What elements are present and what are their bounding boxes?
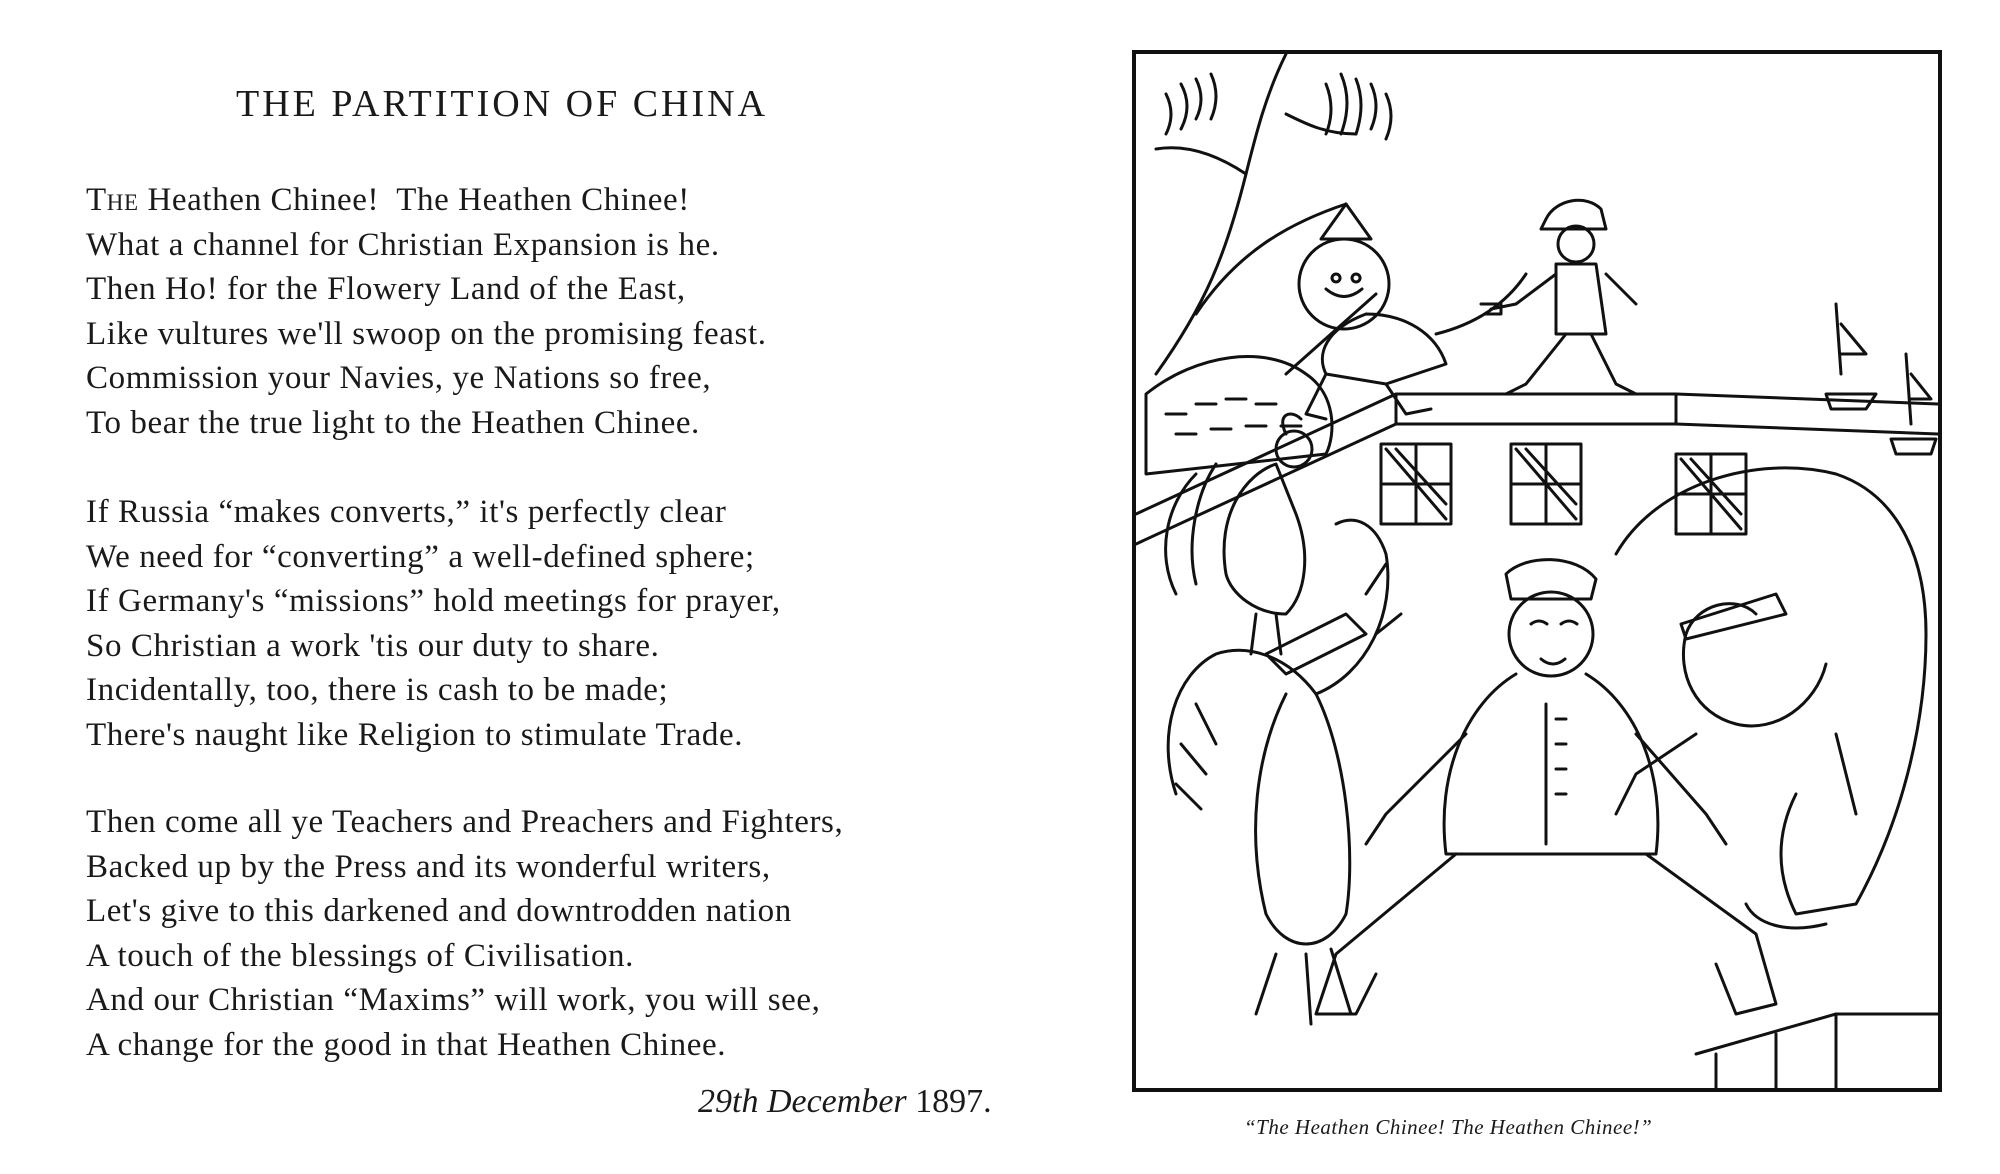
poem-title: THE PARTITION OF CHINA (236, 83, 769, 125)
poem-line: Backed up by the Press and its wonderful writers, (86, 848, 771, 885)
poem-line: Like vultures we'll swoop on the promising feast. (86, 315, 767, 352)
small-caps-word: The (86, 182, 139, 218)
cartoon-drawing (1136, 54, 1938, 1088)
stanza-3 (86, 800, 986, 1068)
lion-figure (1286, 204, 1526, 419)
poem-date (698, 1080, 992, 1124)
poem-line: There's naught like Religion to stimulate Trade. (86, 716, 744, 753)
date-day: 29th December (698, 1083, 907, 1120)
poem-line: To bear the true light to the Heathen Chinee. (86, 404, 700, 441)
poem-line: And our Christian “Maxims” will work, you will see, (86, 982, 821, 1019)
date-year: 1897. (915, 1083, 992, 1120)
illustration-caption: “The Heathen Chinee! The Heathen Chinee!” (1244, 1115, 1653, 1139)
rooster-figure (1166, 414, 1312, 654)
artist-signature (1868, 1024, 1908, 1054)
poem-line: Let's give to this darkened and downtrodden nation (86, 893, 792, 930)
poem-line-text: Heathen Chinee! The Heathen Chinee! (138, 182, 690, 218)
poem-line: Then Ho! for the Flowery Land of the East, (86, 271, 686, 308)
poem-line: A change for the good in that Heathen Chinee. (86, 1026, 727, 1063)
poem-line: Then come all ye Teachers and Preachers and Fighters, (86, 804, 844, 840)
poem-line: A touch of the blessings of Civilisation. (86, 937, 634, 974)
eagle-figure (1168, 520, 1401, 1024)
man-figure (1481, 200, 1636, 394)
stanza-1 (86, 178, 986, 446)
poem-line: We need for “converting” a well-defined sphere; (86, 538, 755, 575)
poem-line: If Germany's “missions” hold meetings for prayer, (86, 583, 781, 620)
poem-line: What a channel for Christian Expansion is he. (86, 226, 720, 263)
poem-line (86, 178, 986, 223)
poem-line: Commission your Navies, ye Nations so free, (86, 360, 712, 397)
bear-figure (1616, 468, 1926, 928)
poem-line: So Christian a work 'tis our duty to share. (86, 627, 660, 664)
poem-line: If Russia “makes converts,” it's perfectly clear (86, 494, 727, 530)
cartoon-illustration (1132, 50, 1942, 1092)
coin-pile (1146, 357, 1332, 474)
stanza-2 (86, 490, 986, 758)
poem-line: Incidentally, too, there is cash to be made; (86, 672, 669, 709)
